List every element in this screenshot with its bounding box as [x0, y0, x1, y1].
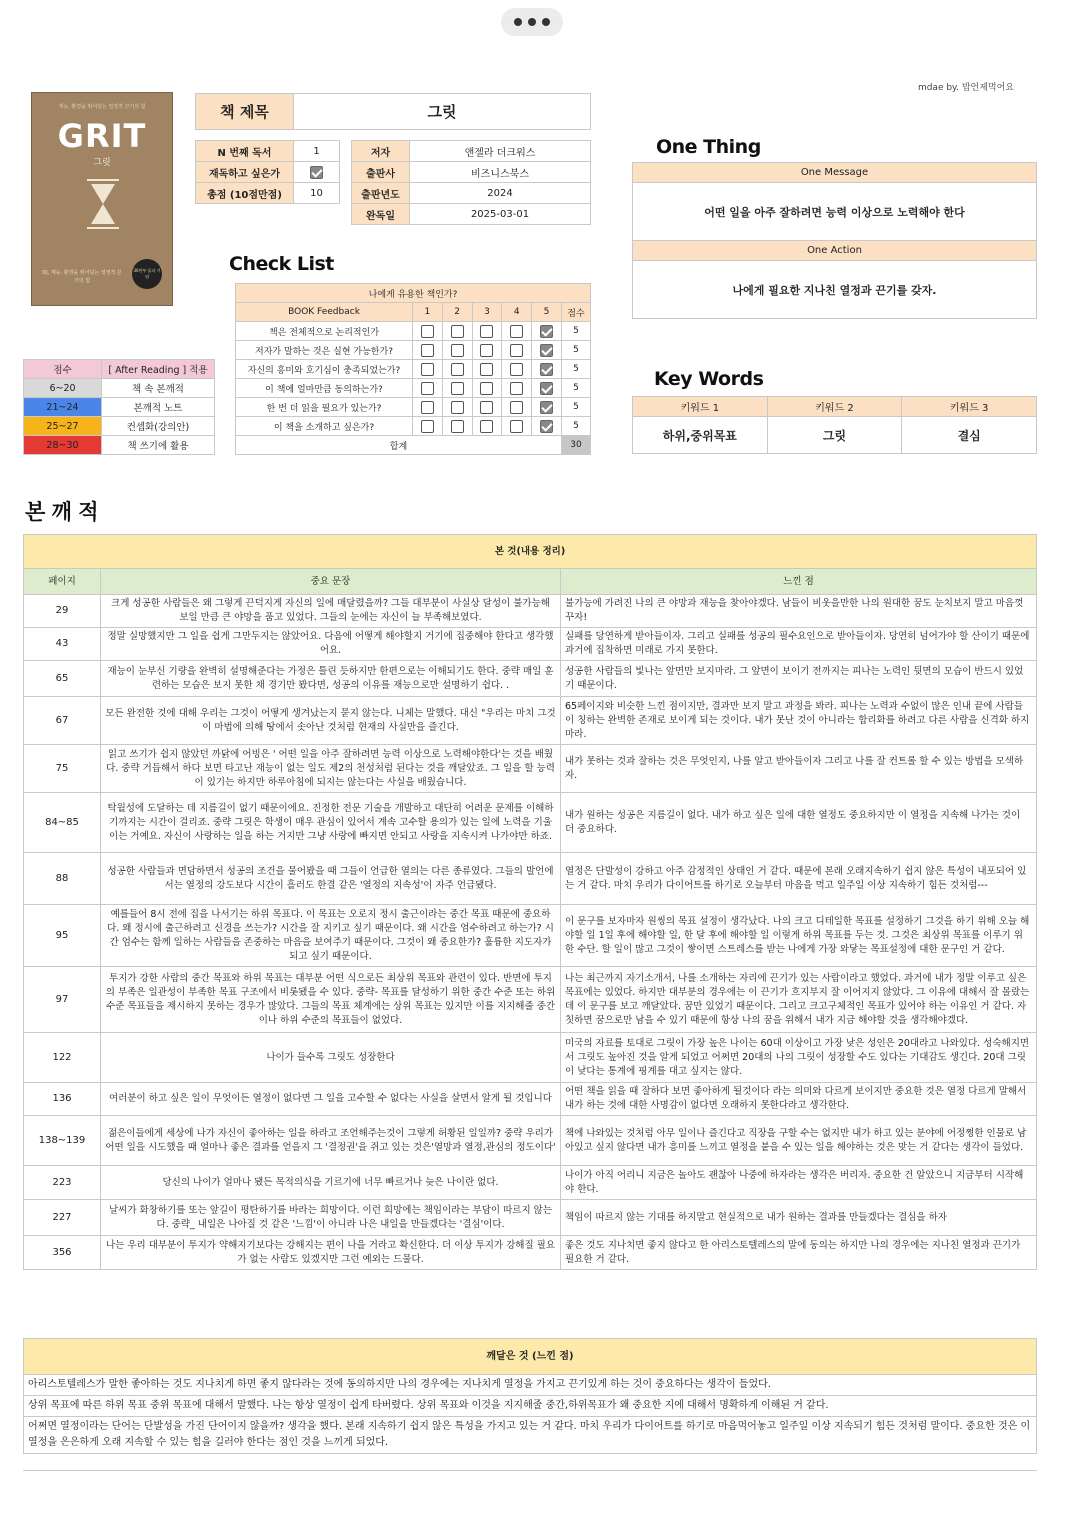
- cover-badge: 30만부 돌파 기념: [132, 259, 162, 289]
- publisher-label: 출판사: [352, 162, 410, 183]
- feel-text: 나는 최근까지 자기소개서, 나를 소개하는 자리에 끈기가 있는 사람이라고 했었다. 과거에 내가 정말 이루고 싶은 목표에는 있었다. 하지만 대부분의 경우에는 이 끈기가 흐지부지 잘 이어지지 않았다. 그 이유에 대해서 잘 몰랐는데 이 문구를 보고 깨달았다. 꿈만 있었기 때문이다. 그리고 크고구체적인 목표가 있어야 하는 이유인 거 같다. 자칫하면 꿈으로만 남을 수 있기 때문에 항상 나의 꿈을 위해서 내가 지금 해야할 것을 생각해야겠다.: [561, 967, 1037, 1033]
- keyword-1: 하위,중위목표: [633, 417, 768, 454]
- feel-col-header: 느낀 점: [561, 569, 1037, 595]
- checklist-question-text: 한 번 더 읽을 필요가 있는가?: [236, 398, 413, 417]
- cover-top-text: 재능, 환경을 뛰어넘는 열정적 끈기의 힘: [58, 104, 146, 110]
- book-info-table: [351, 140, 591, 225]
- cover-subtitle: 그릿: [93, 158, 111, 168]
- checkbox-cell: [442, 360, 472, 379]
- legend-row: [24, 436, 215, 455]
- feel-text: 책임이 따르지 않는 기대를 하지말고 현실적으로 내가 원하는 결과를 만들겠다는 결심을 하자: [561, 1200, 1037, 1236]
- legend-range: 6~20: [24, 379, 102, 398]
- feel-text: 내가 원하는 성공은 지름길이 없다. 내가 하고 싶은 일에 대한 열정도 중요하지만 이 열정을 지속해 나가는 것이 더 중요하다.: [561, 793, 1037, 853]
- page-number: 75: [24, 745, 101, 793]
- reread-label: 재독하고 싶은가: [196, 162, 294, 183]
- keyword-3-label: 키워드 3: [902, 397, 1037, 417]
- feel-text: 불가능에 가려진 나의 큰 야망과 재능을 찾아야겠다. 남들이 비웃을만한 나의 원대한 꿈도 눈치보지 말고 마음껏 꾸자!: [561, 595, 1037, 628]
- quote-text: 재능이 눈부신 기량을 완벽히 설명해준다는 가정은 틀린 듯하지만 한편으로는 이해되기도 한다. 중략 매일 훈련하는 모습은 보지 못한 채 경기만 봤다면, 성공의 이유를 재능으로만 설명하기 쉽다. .: [101, 661, 561, 697]
- checkbox-cell: [532, 417, 562, 436]
- bonkkaejeok-heading: 본 깨 적: [25, 500, 98, 524]
- feel-text: 이 문구를 보자마자 원씽의 목표 설정이 생각났다. 나의 크고 디테일한 목표를 설정하기 그것을 하기 위해 오늘 해야할 일 1일 후에 해야할 일, 한 달 후에 해야할 일 이렇게 하위 목표를 두는 것. 그것은 최상위 목표를 이루기 위한 수단. 할 일이 많고 그것이 쌓이면 스트레스를 받는 나에게 가장 와닿는 목표설정에 대한 문구인 거 같다.: [561, 905, 1037, 967]
- row-score: 5: [561, 379, 590, 398]
- rating-4-checkbox[interactable]: [510, 325, 523, 338]
- checklist-row: [236, 379, 591, 398]
- checklist-question: 나에게 유용한 책인가?: [236, 284, 591, 303]
- checkbox-cell: [413, 322, 443, 341]
- checkbox-cell: [442, 341, 472, 360]
- checkbox-cell: [413, 379, 443, 398]
- row-score: 5: [561, 341, 590, 360]
- dot-icon: [542, 18, 550, 26]
- n-label: N 번째 독서: [196, 141, 294, 162]
- score-value: 10: [294, 183, 340, 204]
- keywords-heading: Key Words: [654, 368, 764, 390]
- n-value: 1: [294, 141, 340, 162]
- rating-3-checkbox[interactable]: [480, 420, 493, 433]
- rating-1-checkbox[interactable]: [421, 344, 434, 357]
- page-number: 138~139: [24, 1116, 101, 1166]
- checkbox-cell: [502, 398, 532, 417]
- notes-row: [24, 1033, 1037, 1083]
- checklist-question-text: 이 책에 얼마만큼 동의하는가?: [236, 379, 413, 398]
- rating-3-checkbox[interactable]: [480, 401, 493, 414]
- checkbox-cell: [472, 398, 502, 417]
- total-value: 30: [561, 436, 590, 455]
- checklist-row: [236, 360, 591, 379]
- checkbox-cell: [502, 341, 532, 360]
- one-thing-heading: One Thing: [656, 136, 761, 158]
- learned-row: [24, 1375, 1037, 1396]
- row-score: 5: [561, 398, 590, 417]
- learned-row: [24, 1396, 1037, 1417]
- feel-text: 내가 못하는 것과 잘하는 것은 무엇인지, 나를 알고 받아들이자 그리고 나를 잘 컨트롤 할 수 있는 방법을 모색하자.: [561, 745, 1037, 793]
- legend-apply: 컨셉화(강의안): [102, 417, 215, 436]
- feel-text: 성공한 사람들의 빛나는 앞면만 보지마라. 그 앞면이 보이기 전까지는 피나는 노력인 뒷면의 모습이 반드시 있었기 때문이다.: [561, 661, 1037, 697]
- total-label: 합계: [236, 436, 562, 455]
- year: 2024: [410, 183, 591, 204]
- row-score: 5: [561, 322, 590, 341]
- page-col-header: 페이지: [24, 569, 101, 595]
- one-action: 나에게 필요한 지나친 열정과 끈기를 갖자.: [633, 261, 1037, 319]
- quote-col-header: 중요 문장: [101, 569, 561, 595]
- checkbox-cell: [413, 341, 443, 360]
- legend-score-header: 점수: [24, 360, 102, 379]
- col-3-header: 3: [472, 303, 502, 322]
- cover-sub-text: IQ, 재능, 환경을 뛰어넘는 열정적 끈기의 힘: [42, 270, 122, 284]
- legend-apply-header: [ After Reading ] 적용: [102, 360, 215, 379]
- col-4-header: 4: [502, 303, 532, 322]
- feel-text: 책에 나와있는 것처럼 아무 일이나 즐긴다고 직장을 구할 수는 없지만 내가 하고 있는 분야에 어정쩡한 인물로 남아있고 싶지 않다면 내가 흥미를 느끼고 열정을 붙을 수 있는 일을 해야하는 것은 맞는 거 같다는 생각이 들었다.: [561, 1116, 1037, 1166]
- rating-2-checkbox[interactable]: [451, 325, 464, 338]
- notes-row: [24, 1236, 1037, 1270]
- checkbox-cell: [532, 341, 562, 360]
- row-score: 5: [561, 360, 590, 379]
- checklist-table: [235, 283, 591, 455]
- quote-text: 여러분이 하고 싶은 일이 무엇이든 열정이 없다면 그 일을 고수할 수 없다는 사실을 살면서 알게 될 것입니다: [101, 1083, 561, 1116]
- quote-text: 성공한 사람들과 면담하면서 성공의 조건을 물어봤을 때 그들이 언급한 열의는 다른 종류였다. 그들의 발언에서는 열정의 강도보다 시간이 흘러도 한결 같은 '열정의 지속성'이 자주 언급됐다.: [101, 853, 561, 905]
- quote-text: 모든 완전한 것에 대해 우리는 그것이 어떻게 생겨났는지 묻지 않는다. 니체는 말했다. 대신 "우리는 마치 그것이 마법에 의해 땅에서 솟아난 것처럼 현재의 사실만을 즐긴다.: [101, 697, 561, 745]
- cover-title: GRIT: [57, 117, 147, 155]
- dot-icon: [514, 18, 522, 26]
- checkbox-cell: [532, 379, 562, 398]
- checklist-heading: Check List: [229, 253, 334, 275]
- notes-row: [24, 661, 1037, 697]
- legend-apply: 책 쓰기에 활용: [102, 436, 215, 455]
- notes-row: [24, 1083, 1037, 1116]
- rating-3-checkbox[interactable]: [480, 344, 493, 357]
- page-number: 67: [24, 697, 101, 745]
- title-label: 책 제목: [196, 94, 294, 130]
- notes-row: [24, 628, 1037, 661]
- bottom-divider: [23, 1470, 1037, 1471]
- checkbox-cell: [472, 322, 502, 341]
- rating-5-checkbox[interactable]: [540, 420, 553, 433]
- legend-range: 28~30: [24, 436, 102, 455]
- keywords-table: [632, 396, 1037, 454]
- quote-text: 읽고 쓰기가 쉽지 않았던 까닭에 어빙은 ' 어떤 일을 아주 잘하려면 능력 이상으로 노력해야한다'는 것을 배웠다. 중략 거듭해서 하다 보면 타고난 재능이 없는 일도 제2의 천성처럼 된다는 것을 깨달았죠. 그 일을 할 능력이 있기는 하지만 하루아침에 되지는 않는다는 사실을 배웠습니다.: [101, 745, 561, 793]
- checkbox-cell: [413, 417, 443, 436]
- checklist-row: [236, 417, 591, 436]
- rating-1-checkbox[interactable]: [421, 401, 434, 414]
- col-2-header: 2: [442, 303, 472, 322]
- row-score: 5: [561, 417, 590, 436]
- checkbox-cell: [442, 417, 472, 436]
- page-number: 88: [24, 853, 101, 905]
- feedback-col-header: BOOK Feedback: [236, 303, 413, 322]
- page-number: 29: [24, 595, 101, 628]
- checkbox-cell: [472, 341, 502, 360]
- quote-text: 나이가 들수록 그릿도 성장한다: [101, 1033, 561, 1083]
- author: 앤젤라 더크워스: [410, 141, 591, 162]
- score-legend-table: [23, 359, 215, 455]
- page-number: 223: [24, 1166, 101, 1200]
- learned-text: 어쩌면 열정이라는 단어는 단발성을 가진 단어이지 않을까? 생각을 했다. 본래 지속하기 쉽지 않은 특성을 가지고 있는 거 같다. 마치 우리가 다이어트를 하기로 마음먹어놓고 일주일 이상 지속되기 힘든 것처럼 말이다. 중요한 것은 이 열정을 은은하게 오래 지속할 수 있는 힘을 길러야 한다는 점인 것을 느끼게 되었다.: [24, 1417, 1037, 1454]
- checklist-question-text: 책은 전체적으로 논리적인가: [236, 322, 413, 341]
- learned-row: [24, 1417, 1037, 1454]
- score-col-header: 점수: [561, 303, 590, 322]
- feel-text: 좋은 것도 지나치면 좋지 않다고 한 아리스토텔레스의 말에 동의는 하지만 나의 경우에는 지나친 열정과 끈기가 필요한 거 같다.: [561, 1236, 1037, 1270]
- legend-range: 21~24: [24, 398, 102, 417]
- author-label: 저자: [352, 141, 410, 162]
- quote-text: 당신의 나이가 얼마나 됐든 목적의식을 기르기에 너무 빠르거나 늦은 나이란 없다.: [101, 1166, 561, 1200]
- legend-range: 25~27: [24, 417, 102, 436]
- done-label: 완독일: [352, 204, 410, 225]
- done-date: 2025-03-01: [410, 204, 591, 225]
- learned-title: 깨달은 것 (느낀 점): [24, 1339, 1037, 1375]
- col-1-header: 1: [413, 303, 443, 322]
- checkbox-cell: [442, 398, 472, 417]
- checklist-row: [236, 341, 591, 360]
- one-thing-table: [632, 162, 1037, 319]
- legend-row: [24, 379, 215, 398]
- notes-table: [23, 534, 1037, 1270]
- feel-text: 어떤 책을 읽을 때 잘하다 보면 좋아하게 될것이다 라는 의미와 다르게 보이지만 중요한 것은 열정 다르게 말해서 내가 하는 것에 대한 사명감이 없다면 오래하지 못한다라고 생각한다.: [561, 1083, 1037, 1116]
- rating-5-checkbox[interactable]: [540, 382, 553, 395]
- one-message-label: One Message: [633, 163, 1037, 183]
- checklist-question-text: 자신의 흥미와 호기심이 충족되었는가?: [236, 360, 413, 379]
- more-options-button[interactable]: [501, 8, 563, 36]
- notes-row: [24, 905, 1037, 967]
- keyword-1-label: 키워드 1: [633, 397, 768, 417]
- checkbox-cell: [532, 322, 562, 341]
- checklist-row: [236, 322, 591, 341]
- credit: mdae by. 밥언제먹어요: [917, 83, 1014, 93]
- quote-text: 투지가 강한 사람의 중간 목표와 하위 목표는 대부분 어떤 식으로든 최상위 목표와 관련이 있다. 반면에 투지의 부족은 일관성이 부족한 목표 구조에서 비롯됐을 수 있다. 중략- 목표를 달성하기 위한 중간 수준 또는 하위 수준 목표들을 제시하지 못하는 경우가 많았다. 그들의 목표 체계에는 상위 목표는 있지만 이를 지지해줄 중간이나 하위 수준의 목표들이 없었다.: [101, 967, 561, 1033]
- quote-text: 탁월성에 도달하는 데 지름길이 없기 때문이에요. 진정한 전문 기술을 개발하고 대단히 어려운 문제를 이해하기까지는 시간이 걸리죠. 중략 그릿은 학생이 매우 관심이 있어서 계속 고수할 용의가 있는 일에 노력을 기울이는 거예요. 자신이 사랑하는 일을 하는 거지만 그냥 사랑에 빠지면 안되고 사랑을 지속시켜 나가야만 하죠.: [101, 793, 561, 853]
- rating-5-checkbox[interactable]: [540, 401, 553, 414]
- legend-row: [24, 398, 215, 417]
- rating-1-checkbox[interactable]: [421, 363, 434, 376]
- checkbox-cell: [502, 322, 532, 341]
- publisher: 비즈니스북스: [410, 162, 591, 183]
- checkbox-cell: [442, 322, 472, 341]
- rating-4-checkbox[interactable]: [510, 363, 523, 376]
- page-number: 122: [24, 1033, 101, 1083]
- rating-3-checkbox[interactable]: [480, 325, 493, 338]
- keyword-2: 그릿: [767, 417, 902, 454]
- legend-row: [24, 417, 215, 436]
- rating-2-checkbox[interactable]: [451, 344, 464, 357]
- quote-text: 정말 실망했지만 그 일을 쉽게 그만두지는 않았어요. 다음에 어떻게 해야할지 거기에 집중해야 한다고 생각했어요.: [101, 628, 561, 661]
- feel-text: 미국의 자료를 토대로 그릿이 가장 높은 나이는 60대 이상이고 가장 낮은 성인은 20대라고 나와있다. 성숙해지면서 그릿도 높아진 것을 알게 되었고 어쩌면 20대의 나의 그릿이 성장할 수도 있다는 기대감도 생긴다. 20대 그릿이 낮다는 통계에 핑계를 대고 싶지는 않다.: [561, 1033, 1037, 1083]
- quote-text: 날씨가 화창하기를 또는 앞길이 평탄하기를 바라는 희망이다. 이런 희망에는 책임이라는 부담이 따르지 않는다. 중략_ 내일은 나아질 것 같은 '느낌'이 아니라 나은 내일을 만들겠다는 '결심'이다.: [101, 1200, 561, 1236]
- checkbox-cell: [532, 398, 562, 417]
- notes-title: 본 것(내용 정리): [24, 535, 1037, 569]
- checklist-question-text: 저자가 말하는 것은 실현 가능한가?: [236, 341, 413, 360]
- book-title: 그릿: [294, 94, 591, 130]
- quote-text: 나는 우리 대부분이 투지가 약해지기보다는 강해지는 편이 나을 거라고 확신한다. 더 이상 투지가 강해질 필요가 없는 사람도 있겠지만 그런 예외는 드물다.: [101, 1236, 561, 1270]
- page-number: 356: [24, 1236, 101, 1270]
- dot-icon: [528, 18, 536, 26]
- rating-1-checkbox[interactable]: [421, 382, 434, 395]
- keyword-2-label: 키워드 2: [767, 397, 902, 417]
- keyword-3: 결심: [902, 417, 1037, 454]
- reading-info-table: [195, 140, 340, 204]
- rating-5-checkbox[interactable]: [540, 344, 553, 357]
- page-number: 84~85: [24, 793, 101, 853]
- checkbox-cell: [502, 379, 532, 398]
- feel-text: 65페이지와 비슷한 느낀 점이지만, 결과만 보지 말고 과정을 봐라. 피나는 노력과 수없이 많은 인내 끝에 사람들이 칭하는 완벽한 존재로 보이게 되는 것이다. 내가 못난 것이 아니라는 합리화를 하려고 다른 사람을 신격화 하지마라.: [561, 697, 1037, 745]
- year-label: 출판년도: [352, 183, 410, 204]
- rating-1-checkbox[interactable]: [421, 420, 434, 433]
- notes-row: [24, 793, 1037, 853]
- col-5-header: 5: [532, 303, 562, 322]
- book-cover: [31, 92, 173, 306]
- notes-row: [24, 1166, 1037, 1200]
- checkbox-cell: [442, 379, 472, 398]
- feel-text: 나이가 아직 어리니 지금은 놀아도 괜찮아 나중에 하자라는 생각은 버리자. 중요한 건 알았으니 지금부터 시작해야 한다.: [561, 1166, 1037, 1200]
- page-number: 227: [24, 1200, 101, 1236]
- learned-text: 아리스토텔레스가 말한 좋아하는 것도 지나치게 하면 좋지 않다라는 것에 동의하지만 나의 경우에는 지나치게 열정을 가지고 끈기있게 하는 것이 중요하다는 생각이 들었다.: [24, 1375, 1037, 1396]
- checkbox-cell: [502, 417, 532, 436]
- reread-cell: [294, 162, 340, 183]
- checkbox-cell: [413, 398, 443, 417]
- checklist-row: [236, 398, 591, 417]
- legend-apply: 본깨적 노트: [102, 398, 215, 417]
- page-number: 43: [24, 628, 101, 661]
- page-number: 97: [24, 967, 101, 1033]
- notes-row: [24, 1200, 1037, 1236]
- checkbox-cell: [532, 360, 562, 379]
- rating-4-checkbox[interactable]: [510, 382, 523, 395]
- page-number: 136: [24, 1083, 101, 1116]
- checkbox-cell: [472, 417, 502, 436]
- notes-row: [24, 697, 1037, 745]
- rating-4-checkbox[interactable]: [510, 344, 523, 357]
- checkbox-cell: [472, 360, 502, 379]
- reread-checkbox[interactable]: [310, 166, 323, 179]
- legend-apply: 책 속 본깨적: [102, 379, 215, 398]
- notes-row: [24, 967, 1037, 1033]
- notes-row: [24, 853, 1037, 905]
- rating-4-checkbox[interactable]: [510, 401, 523, 414]
- quote-text: 예를들어 8시 전에 집을 나서기는 하위 목표다. 이 목표는 오로지 정시 출근이라는 중간 목표 때문에 중요하다. 왜 정시에 출근하려고 신경을 쓰는가? 시간을 잘 지키고 싶기 때문이다. 왜 시간을 엄수하려고 하는가? 시간 엄수는 함께 일하는 사람들을 존중하는 마음을 보여주기 때문이다. 그것이 왜 중요한가? 훌륭한 지도자가 되고 싶기 때문이다.: [101, 905, 561, 967]
- feel-text: 실패를 당연하게 받아들이자. 그리고 실패를 성공의 필수요인으로 받아들이자. 당연히 넘어가야 할 산이기 때문에 과거에 집착하면 미래로 가지 못한다.: [561, 628, 1037, 661]
- one-message: 어떤 일을 아주 잘하려면 능력 이상으로 노력해야 한다: [633, 183, 1037, 241]
- quote-text: 크게 성공한 사람들은 왜 그렇게 끈덕지게 자신의 일에 매달렸을까? 그들 대부분이 사실상 달성이 불가능해 보일 만큼 큰 야망을 품고 있었다. 그들의 눈에는 자신이 늘 부족해보였다.: [101, 595, 561, 628]
- notes-row: [24, 745, 1037, 793]
- checkbox-cell: [502, 360, 532, 379]
- rating-3-checkbox[interactable]: [480, 382, 493, 395]
- learned-text: 상위 목표에 따른 하위 목표 중위 목표에 대해서 말했다. 나는 항상 열정이 쉽게 타버렸다. 상위 목표와 이것을 지지해줄 중간,하위목표가 왜 중요한 지에 대해서 명확하게 이해된 거 같다.: [24, 1396, 1037, 1417]
- page-number: 95: [24, 905, 101, 967]
- rating-5-checkbox[interactable]: [540, 325, 553, 338]
- title-table: [195, 93, 591, 130]
- feel-text: 열정은 단발성이 강하고 아주 감정적인 상태인 거 같다. 때문에 본래 오래지속하기 쉽지 않은 특성이 내포되어 있는 거 같다. 마치 우리가 다이어트를 하기로 오늘부터 마음을 먹고 일주일 이상 지속하기 힘든 것처럼---: [561, 853, 1037, 905]
- rating-2-checkbox[interactable]: [451, 382, 464, 395]
- notes-row: [24, 595, 1037, 628]
- rating-2-checkbox[interactable]: [451, 401, 464, 414]
- rating-3-checkbox[interactable]: [480, 363, 493, 376]
- rating-2-checkbox[interactable]: [451, 420, 464, 433]
- one-action-label: One Action: [633, 241, 1037, 261]
- rating-2-checkbox[interactable]: [451, 363, 464, 376]
- score-label: 총점 (10점만점): [196, 183, 294, 204]
- hourglass-icon: [87, 179, 119, 229]
- checklist-question-text: 이 책을 소개하고 싶은가?: [236, 417, 413, 436]
- checkbox-cell: [472, 379, 502, 398]
- rating-4-checkbox[interactable]: [510, 420, 523, 433]
- rating-5-checkbox[interactable]: [540, 363, 553, 376]
- page-number: 65: [24, 661, 101, 697]
- learned-table: [23, 1338, 1037, 1454]
- quote-text: 젊은이들에게 세상에 나가 자신이 좋아하는 일을 하라고 조언해주는것이 그렇게 허황된 일일까? 중략 우리가 어떤 일을 시도했을 때 얼마나 좋은 결과를 얻을지 그 '결정권'을 쥐고 있는 것은'열망과 열정,관심의 정도이다': [101, 1116, 561, 1166]
- checkbox-cell: [413, 360, 443, 379]
- notes-row: [24, 1116, 1037, 1166]
- rating-1-checkbox[interactable]: [421, 325, 434, 338]
